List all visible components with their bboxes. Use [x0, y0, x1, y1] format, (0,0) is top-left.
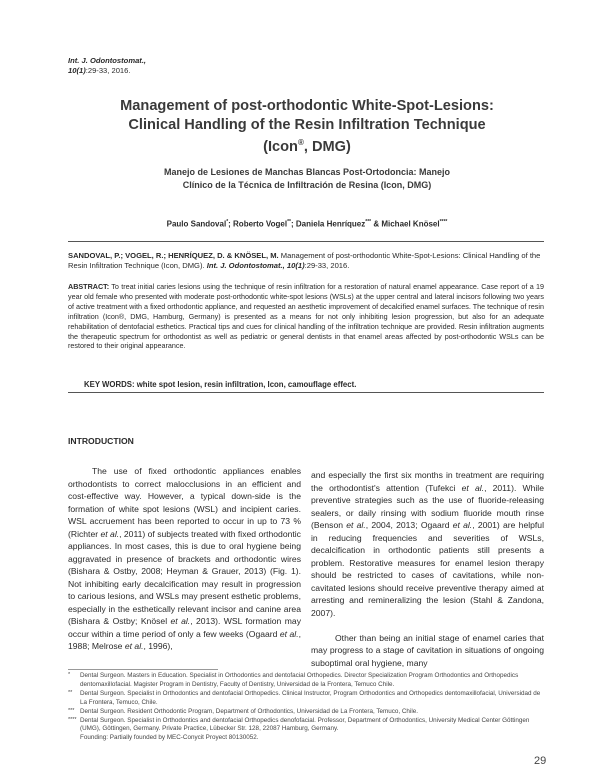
citation-title: Management of post-orthodontic White-Spot-Lesions: Clinical Handling of the Resin Infiltration Technique (Icon, DMG).: [68, 251, 541, 270]
body-text: , 2013). WSL formation may occur within a time period of only a few weeks (Ogaard: [68, 616, 301, 639]
author-mark: ****: [439, 219, 448, 225]
footnote-mark: ****: [68, 716, 77, 723]
body-paragraph: [311, 469, 544, 619]
trademark-symbol: ®: [297, 138, 304, 147]
footnote-mark: **: [68, 689, 73, 696]
author-mark: ***: [365, 219, 372, 225]
footnote-text: Dental Surgeon. Specialist in Orthodontics and dentofacial Orthopedics denofofacial. Professor, Department of Orthodontics, University Medical Center Göttingen (UMG), Göttingen, Germany. Private Practice, Lübecker Str. 128, 22087 Hamburg, Germany.: [80, 716, 530, 733]
footnote: [68, 717, 546, 735]
title-line-2: Clinical Handling of the Resin Infiltration Technique: [128, 116, 486, 133]
body-paragraph: [311, 632, 544, 670]
body-text: Other than being an initial stage of enamel caries that may progress to a stage of cavitation in situations of ongoing suboptimal oral hygiene, many: [311, 632, 544, 668]
author-list: [60, 217, 554, 230]
author-mark: **: [287, 219, 292, 225]
spanish-title-line-1: Manejo de Lesiones de Manchas Blancas Post-Ortodoncia: Manejo: [163, 167, 451, 177]
citation-etal: et al.: [124, 641, 144, 651]
body-text: The use of fixed orthodontic appliances enables orthodontists to correct malocclusions in an efficient and cost-effective way. However, a typical down-side is the formation of white spot lesions (WSL) and incipient caries. WSL accruement has been reported to occur in up to 73 % (Richter: [68, 466, 301, 539]
body-text: , 1996),: [143, 641, 173, 651]
citation-etal: et al.: [100, 528, 120, 539]
citation-etal: et al.: [170, 616, 191, 626]
journal-name: Int. J. Odontostomat.,: [68, 56, 147, 65]
body-text: , 1988; Melrose: [68, 628, 301, 651]
journal-volume: 10(1): [68, 66, 86, 75]
footnote-text: Dental Surgeon. Masters in Education. Specialist in Orthodontics and dentofacial Orthopedics. Director Specialization Program Orthodontics and Orthopedics dentomaxillofacial. Magister Program in Dentistry, Faculty of Dentistry, Universidad de la Frontera, Temuco Chile.: [80, 672, 519, 688]
body-column-right: [311, 469, 544, 669]
abstract: [68, 282, 544, 351]
spanish-title-line-2: Clínico de la Técnica de Infiltración de Resina (Icon, DMG): [182, 179, 432, 190]
title-line-3-end: , DMG): [303, 138, 351, 155]
footnote: [68, 708, 546, 717]
body-text: , 2011). While preventive strategies such as the use of fluoride-releasing sealers, or daily rinsing with sodium fluoride mouth rinse (Benson: [311, 482, 544, 530]
spanish-title: [100, 166, 514, 191]
footnote: [68, 690, 546, 708]
footnote-mark: ***: [68, 707, 75, 714]
body-column-left: [68, 465, 301, 653]
footnote: [68, 734, 546, 743]
funding-note: Founding: Partially founded by MEC-Conycit Proyect 80130052.: [80, 734, 259, 742]
keywords: [84, 380, 356, 389]
title-line-3: [72, 134, 542, 156]
page-number: 29: [534, 755, 547, 767]
keywords-label: KEY WORDS:: [84, 380, 135, 389]
citation-block: [68, 251, 544, 271]
title-line-3-start: (Icon: [263, 138, 298, 155]
article-title: [72, 97, 542, 156]
citation-journal: Int. J. Odontostomat., 10(1): [204, 261, 305, 270]
author-name: Daniela Henríquez: [295, 219, 366, 229]
citation-etal: et al.: [279, 628, 299, 639]
body-text: , 2011) of subjects treated with fixed orthodontic appliances. In most cases, this is due to oral hygiene being aggravated in presence of brackets and orthodontic wires (Bishara & Ostby, 2008; Heyman & Grauer, 2013) (Fig. 1). Not inhibiting early decalcification may result in progression to carious lesions, and WSLs may present esthetic problems, especially in the esthetically relevant incisor and canine area (Bishara & Ostby; Knösel: [68, 528, 301, 626]
citation-etal: et al.: [461, 482, 485, 493]
citation-authors: SANDOVAL, P.; VOGEL, R.; HENRÍQUEZ, D. & KNÖSEL, M.: [68, 251, 279, 260]
body-text: and especially the first six months in treatment are requiring the orthodontist's attention (Tufekci: [311, 470, 544, 493]
abstract-divider: [68, 392, 544, 393]
abstract-label: ABSTRACT:: [68, 282, 110, 291]
title-line-1: Management of post-orthodontic White-Spot-Lesions:: [120, 98, 494, 114]
body-text: , 2001) are helpful in reducing frequencies and severities of WSLs, decalcification in orthodontic patients still presents a problem. Restorative measures for enamel lesion therapy should be restricted to cases of cavitations, while non-cavitated lesions should receive preventive therapy aimed at arresting and remineralizing the lesion (Stahl & Zandona, 2007).: [311, 520, 544, 618]
footnote: [68, 672, 546, 690]
citation-etal: et al.: [346, 520, 366, 530]
footnote-divider: [68, 669, 218, 670]
header-divider: [68, 241, 544, 242]
author-name: Michael Knösel: [381, 219, 440, 229]
author-separator: &: [371, 219, 382, 229]
footnote-text: Dental Surgeon. Resident Orthodontic Program, Department of Orthodontics, Universidad de La Frontera, Temuco, Chile.: [80, 707, 418, 715]
section-heading: INTRODUCTION: [68, 436, 134, 446]
journal-reference: [68, 56, 146, 76]
journal-pages: :29-33, 2016.: [85, 66, 131, 75]
footnotes: [68, 672, 546, 743]
citation-pages: :29-33, 2016.: [304, 261, 350, 270]
author-name: Roberto Vogel: [233, 219, 288, 229]
author-mark: *: [226, 219, 229, 225]
body-paragraph: [68, 465, 301, 653]
body-text: , 2004, 2013; Ogaard: [365, 520, 453, 530]
author-separator: ;: [291, 219, 296, 229]
footnote-mark: *: [68, 672, 71, 678]
author-separator: ;: [228, 219, 234, 229]
footnote-text: Dental Surgeon. Specialist in Orthodontics and dentofacial Orthopedics. Clinical Instructor, Program Orthodontics and Orthopedics dentomaxillofacial, Universidad de La Frontera, Temuco, Chile.: [80, 689, 541, 706]
author-name: Paulo Sandoval: [166, 219, 227, 229]
abstract-text: To treat initial caries lesions using the technique of resin infiltration for a restoration of natural enamel appearance. Case report of a 19 year old female who presented with moderate post-orthodontic white-spot lesions (WSLs) at the upper central and lateral incisors following two years of active treatment with a fixed orthodontic appliance, and requested an aesthetic improvement of decalcified enamel surfaces. The technique of resin infiltration (Icon®, DMG, Hamburg, Germany) is presented as a means for not only inhibiting lesion progression, but also for an adequate rehabilitation of dentofacial esthetics. Practical tips and cues for clinical handling of the infiltration technique are provided. Resin infiltration augments the therapeutic spectrum for orthodontist as well as pediatric or general dentists in that enamel areas affected by post-orthodontic WSLs can be restored to their original appearance.: [68, 282, 544, 351]
keywords-text: white spot lesion, resin infiltration, Icon, camouflage effect.: [134, 380, 357, 389]
citation-etal: et al.: [452, 520, 473, 530]
